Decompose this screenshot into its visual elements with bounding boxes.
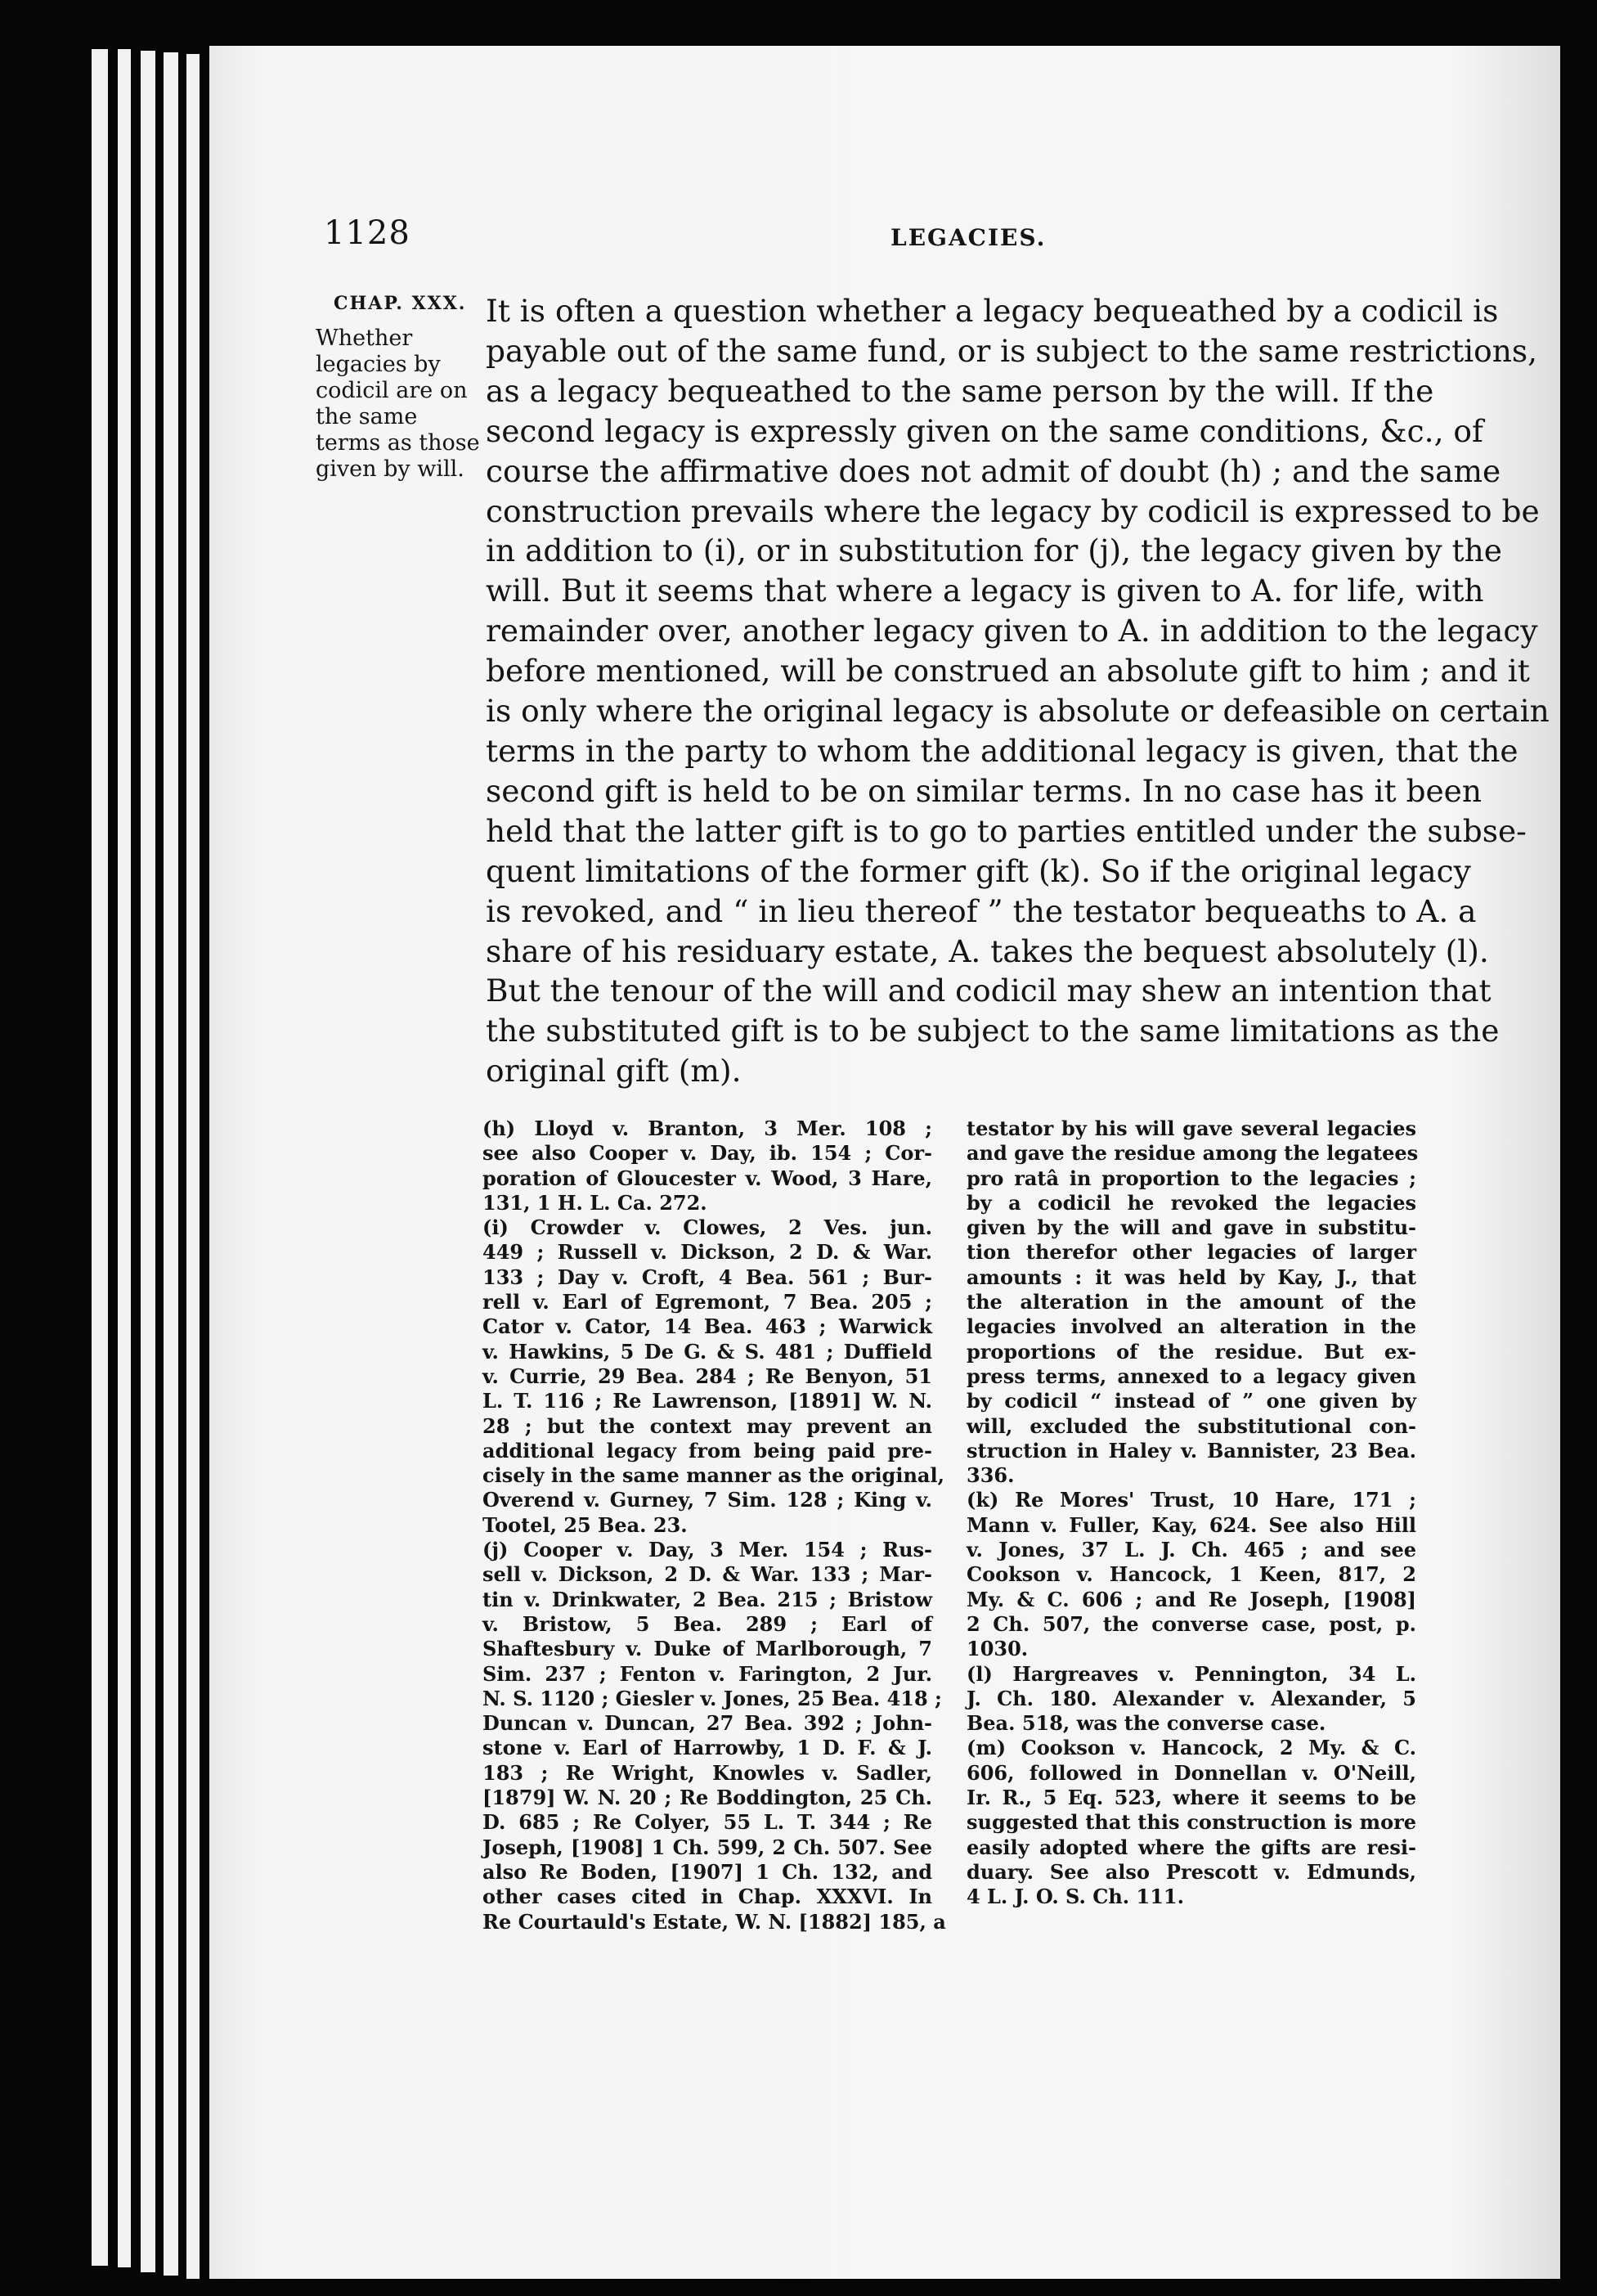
footnote-line: Joseph, [1908] 1 Ch. 599, 2 Ch. 507. See [482,1835,932,1859]
page-edge-strip [92,49,108,2266]
body-line: construction prevails where the legacy by codicil is expressed to be [486,492,1540,529]
footnote-line: also Re Boden, [1907] 1 Ch. 132, and [482,1859,932,1884]
body-line: second legacy is expressly given on the same conditions, &c., of [486,412,1483,449]
footnote-line: suggested that this construction is more [967,1810,1416,1835]
footnote-line: cisely in the same manner as the original, [482,1463,944,1488]
footnote-line: J. Ch. 180. Alexander v. Alexander, 5 [967,1686,1416,1710]
footnotes-left-column [482,1117,946,1934]
footnote-line: amounts : it was held by Kay, J., that [967,1265,1416,1289]
footnote-line: tin v. Drinkwater, 2 Bea. 215 ; Bristow [482,1587,932,1611]
side-note-line: Whether [316,326,413,351]
footnote-line: additional legacy from being paid pre- [482,1438,932,1463]
page-edge-strip [164,52,178,2276]
footnote-line: 131, 1 H. L. Ca. 272. [482,1190,707,1215]
footnote-line: will, excluded the substitutional con- [967,1413,1416,1438]
body-line: But the tenour of the will and codicil may shew an intention that [486,973,1492,1009]
footnote-line: [1879] W. N. 20 ; Re Boddington, 25 Ch. [482,1786,932,1810]
running-title: LEGACIES. [890,224,1047,251]
body-line: remainder over, another legacy given to A. in addition to the legacy [486,613,1538,649]
page-edge-strip [141,51,155,2272]
side-note-line: legacies by [316,352,441,377]
footnote-line: easily adopted where the gifts are resi- [967,1835,1416,1859]
footnote-line: struction in Haley v. Bannister, 23 Bea. [967,1438,1416,1463]
body-text [486,291,1550,1091]
footnote-line: 183 ; Re Wright, Knowles v. Sadler, [482,1760,932,1785]
footnote-line: Tootel, 25 Bea. 23. [482,1512,688,1537]
footnote-line: 336. [967,1463,1015,1488]
book-page [209,46,1560,2279]
footnote-line: press terms, annexed to a legacy given [967,1364,1416,1388]
body-line: the substituted gift is to be subject to the same limitations as the [486,1013,1500,1049]
footnotes-right-column [967,1117,1419,1910]
footnote-line: Cookson v. Hancock, 1 Keen, 817, 2 [967,1562,1416,1587]
footnote-line: v. Jones, 37 L. J. Ch. 465 ; and see [967,1538,1416,1562]
footnote-line: 133 ; Day v. Croft, 4 Bea. 561 ; Bur- [482,1265,932,1289]
footnote-line: My. & C. 606 ; and Re Joseph, [1908] [967,1587,1416,1611]
body-line: as a legacy bequeathed to the same person by the will. If the [486,372,1434,409]
body-line: second gift is held to be on similar terms. In no case has it been [486,772,1482,809]
footnote-line: Bea. 518, was the converse case. [967,1711,1326,1736]
footnote-line: D. 685 ; Re Colyer, 55 L. T. 344 ; Re [482,1810,932,1835]
footnote-line: other cases cited in Chap. XXXVI. In [482,1885,932,1909]
body-line: course the affirmative does not admit of doubt (h) ; and the same [486,452,1501,489]
body-line: original gift (m). [486,1053,742,1090]
footnote-line: L. T. 116 ; Re Lawrenson, [1891] W. N. [482,1389,932,1413]
body-line: held that the latter gift is to go to parties entitled under the subse- [486,812,1527,849]
side-note-line: terms as those [316,430,480,456]
footnote-line: 4 L. J. O. S. Ch. 111. [967,1885,1184,1909]
footnote-line: Shaftesbury v. Duke of Marlborough, 7 [482,1637,932,1661]
footnote-line: Ir. R., 5 Eq. 523, where it seems to be [967,1786,1416,1810]
footnote-line: duary. See also Prescott v. Edmunds, [967,1859,1416,1884]
footnote-line: 1030. [967,1637,1029,1661]
page-number: 1128 [324,214,410,252]
footnote-line: poration of Gloucester v. Wood, 3 Hare, [482,1166,932,1190]
footnote-line: and gave the residue among the legatees [967,1141,1419,1166]
footnote-line: Re Courtauld's Estate, W. N. [1882] 185, a [482,1909,946,1934]
footnote-line: (h) Lloyd v. Branton, 3 Mer. 108 ; [482,1117,932,1140]
footnote-line: Sim. 237 ; Fenton v. Farington, 2 Jur. [482,1661,932,1686]
footnote-line: (k) Re Mores' Trust, 10 Hare, 171 ; [967,1488,1416,1512]
side-note-line: the same [316,404,418,429]
footnote-line: Duncan v. Duncan, 27 Bea. 392 ; John- [482,1711,932,1736]
body-line: is only where the original legacy is absolute or defeasible on certain [486,693,1550,730]
body-line: It is often a question whether a legacy bequeathed by a codicil is [486,293,1499,329]
body-line: quent limitations of the former gift (k). So if the original legacy [486,852,1471,889]
body-line: share of his residuary estate, A. takes the bequest absolutely (l). [486,932,1489,969]
footnote-line: legacies involved an alteration in the [967,1314,1416,1339]
footnote-line: stone v. Earl of Harrowby, 1 D. F. & J. [482,1736,932,1760]
footnote-line: 2 Ch. 507, the converse case, post, p. [967,1611,1416,1636]
footnote-line: Overend v. Gurney, 7 Sim. 128 ; King v. [482,1488,932,1512]
page-edge-strip [186,54,200,2279]
footnote-line: v. Bristow, 5 Bea. 289 ; Earl of [482,1611,932,1636]
body-line: before mentioned, will be construed an absolute gift to him ; and it [486,653,1530,690]
footnote-line: given by the will and gave in substitu- [967,1215,1416,1240]
footnote-line: proportions of the residue. But ex- [967,1339,1416,1364]
side-note-line: given by will. [316,456,464,482]
footnote-line: 28 ; but the context may prevent an [482,1413,932,1438]
footnote-line: by codicil “ instead of ” one given by [967,1389,1416,1413]
footnote-line: tion therefor other legacies of larger [967,1240,1416,1265]
footnote-line: (m) Cookson v. Hancock, 2 My. & C. [967,1736,1416,1760]
footnote-line: by a codicil he revoked the legacies [967,1190,1416,1215]
footnote-line: rell v. Earl of Egremont, 7 Bea. 205 ; [482,1290,932,1314]
footnote-line: N. S. 1120 ; Giesler v. Jones, 25 Bea. 418 ; [482,1686,942,1710]
footnote-line: v. Hawkins, 5 De G. & S. 481 ; Duffield [482,1339,932,1364]
footnote-line: 606, followed in Donnellan v. O'Neill, [967,1760,1416,1785]
footnote-line: Cator v. Cator, 14 Bea. 463 ; Warwick [482,1314,932,1339]
chapter-label: CHAP. XXX. [334,293,467,314]
footnote-line: sell v. Dickson, 2 D. & War. 133 ; Mar- [482,1562,932,1587]
body-line: payable out of the same fund, or is subject to the same restrictions, [486,332,1538,369]
footnote-line: the alteration in the amount of the [967,1290,1416,1314]
footnote-line: see also Cooper v. Day, ib. 154 ; Cor- [482,1141,932,1166]
footnote-line: testator by his will gave several legacies [967,1117,1416,1140]
body-line: terms in the party to whom the additional legacy is given, that the [486,732,1518,769]
footnote-line: pro ratâ in proportion to the legacies ; [967,1166,1416,1190]
side-note-line: codicil are on [316,378,468,403]
page-edge-strip [118,49,131,2267]
footnote-line: (i) Crowder v. Clowes, 2 Ves. jun. [482,1215,932,1240]
footnote-line: (l) Hargreaves v. Pennington, 34 L. [967,1661,1416,1686]
footnote-line: Mann v. Fuller, Kay, 624. See also Hill [967,1512,1416,1537]
body-line: is revoked, and “ in lieu thereof ” the testator bequeaths to A. a [486,892,1477,929]
footnote-line: (j) Cooper v. Day, 3 Mer. 154 ; Rus- [482,1538,932,1562]
body-line: will. But it seems that where a legacy is given to A. for life, with [486,573,1484,609]
body-line: in addition to (i), or in substitution for (j), the legacy given by the [486,532,1502,569]
footnote-line: 449 ; Russell v. Dickson, 2 D. & War. [482,1240,932,1265]
footnote-line: v. Currie, 29 Bea. 284 ; Re Benyon, 51 [482,1364,932,1388]
side-note [316,326,487,483]
